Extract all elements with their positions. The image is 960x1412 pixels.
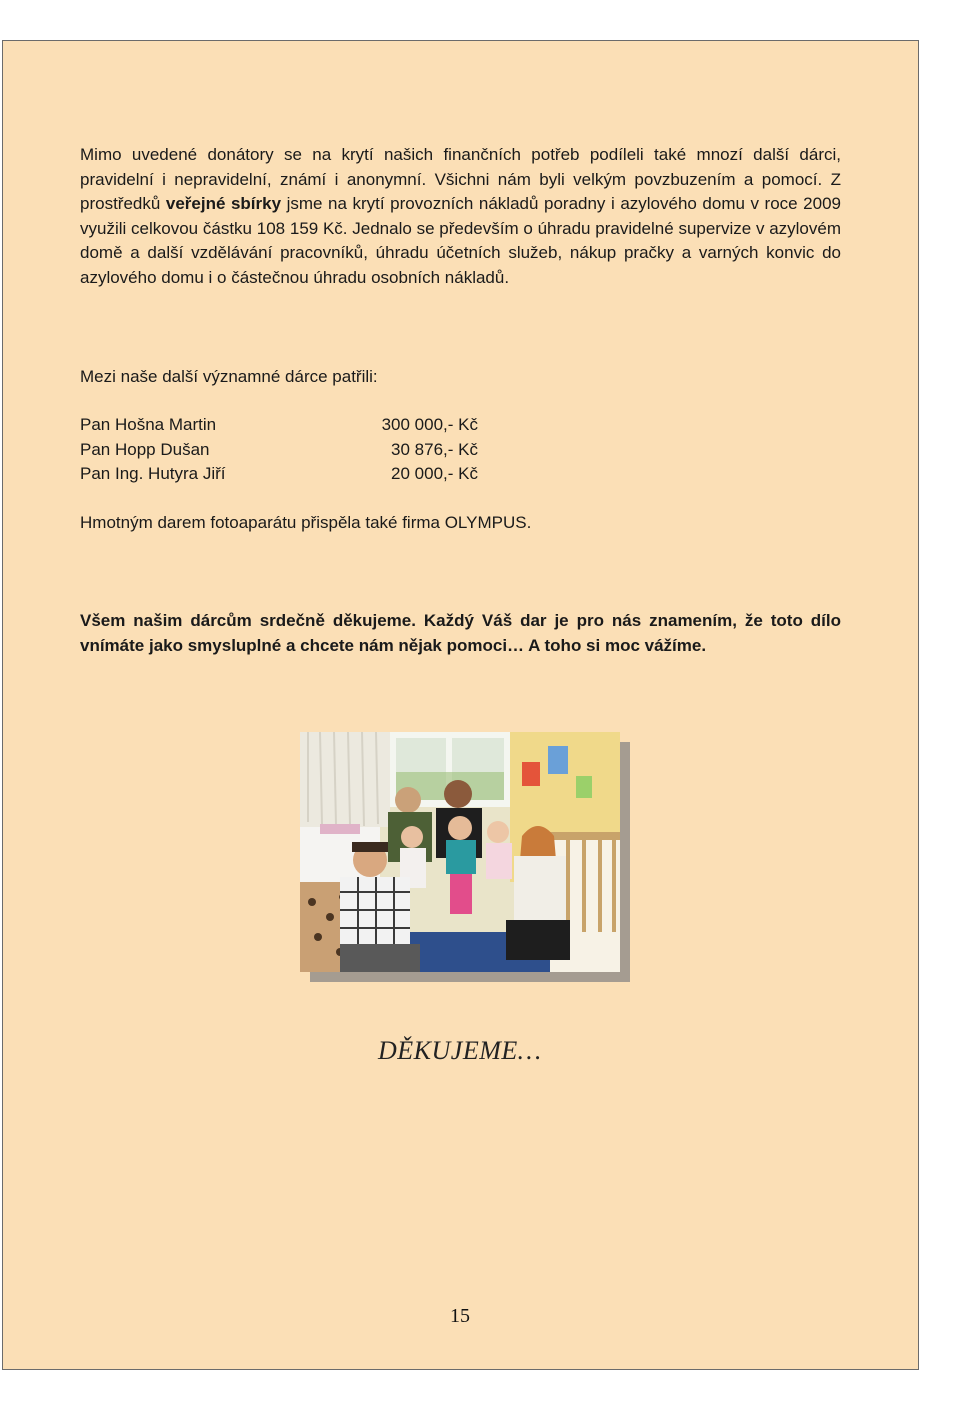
closing-thanks: DĚKUJEME… [378, 1036, 542, 1065]
donor-row [80, 438, 500, 463]
donors-intro: Mezi naše další významné dárce patřili: [80, 367, 378, 386]
paragraph-bold-phrase: veřejné sbírky [165, 194, 282, 214]
donor-amount: 300 000,- Kč [381, 415, 478, 434]
gift-note: Hmotným darem fotoaparátu přispěla také firma OLYMPUS. [80, 513, 532, 532]
donor-amount: 20 000,- Kč [391, 464, 478, 484]
donor-list [80, 413, 500, 487]
donor-row [80, 462, 500, 487]
donor-name: Pan Hopp Dušan [80, 439, 210, 459]
photo-image [300, 732, 620, 972]
donors-paragraph [80, 143, 841, 291]
donor-name: Pan Hošna Martin [80, 415, 217, 434]
paragraph-text-start: Mimo uvedené donátory se na krytí našich finančních potřeb podíleli také mnozí další dárci, pravidelní i nepravidelní, známí i anonymní. Všichni nám byli velkým povzbuzením a pomocí. Z prostředků [80, 145, 841, 214]
thanks-paragraph: Všem našim dárcům srdečně děkujeme. Každý Váš dar je pro nás znamením, že toto dílo vnímáte jako smysluplné a chcete nám nějak pomoci… A toho si moc vážíme. [80, 611, 841, 655]
donor-amount: 30 876,- Kč [391, 439, 478, 459]
donor-row [80, 413, 500, 438]
donor-name: Pan Ing. Hutyra Jiří [80, 464, 226, 484]
group-photo [300, 732, 620, 972]
page-number: 15 [450, 1305, 470, 1327]
paragraph-text-end: jsme na krytí provozních nákladů poradny i azylového domu v roce 2009 využili celkovou částku 108 159 Kč. Jednalo se především o úhradu pravidelné supervize v azylovém domě a další vzdělávání pracovníků, úhradu účetních služeb, nákup pračky a varných konvic do azylového domu i o částečnou úhradu osobních nákladů. [80, 194, 841, 287]
